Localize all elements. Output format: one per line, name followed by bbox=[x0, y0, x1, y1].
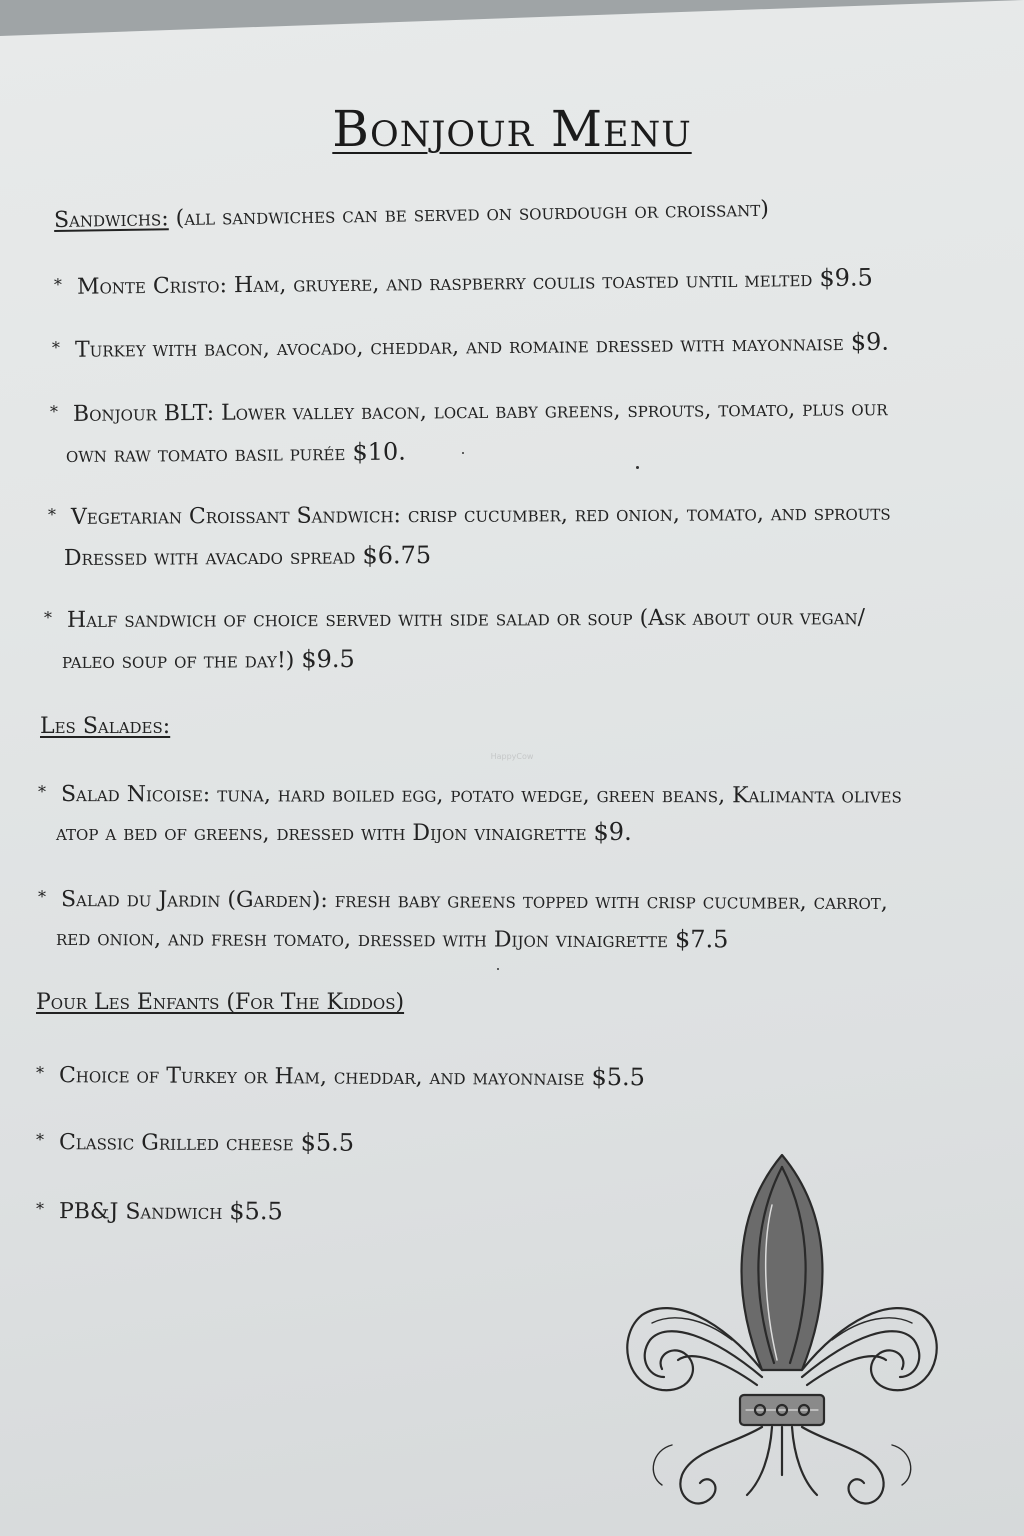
item-price: $10. bbox=[352, 437, 406, 467]
item-description: Dressed with avacado spread bbox=[63, 544, 356, 571]
bullet-star: * bbox=[37, 782, 47, 802]
item-description: PB&J Sandwich bbox=[58, 1199, 223, 1225]
menu-item-continuation bbox=[64, 541, 431, 571]
item-description: Vegetarian Croissant Sandwich: crisp cucumber, red onion, tomato, and sprouts bbox=[70, 500, 891, 530]
item-price: $9.5 bbox=[301, 644, 355, 674]
watermark: HappyCow bbox=[490, 752, 534, 761]
item-price: $6.75 bbox=[362, 541, 432, 570]
item-price: $9. bbox=[850, 327, 890, 357]
menu-title: Bonjour Menu bbox=[332, 100, 692, 158]
item-description: Salad Nicoise: tuna, hard boiled egg, potato wedge, green beans, Kalimanta olives bbox=[60, 782, 902, 809]
menu-item bbox=[38, 782, 902, 809]
item-description: atop a bed of greens, dressed with Dijon vinaigrette bbox=[56, 821, 587, 846]
item-description: Monte Cristo: Ham, gruyere, and raspberry coulis toasted until melted bbox=[76, 267, 813, 300]
bullet-star: * bbox=[37, 887, 47, 907]
menu-item bbox=[36, 1196, 283, 1225]
item-description: Half sandwich of choice served with side salad or soup (Ask about our vegan/ bbox=[66, 605, 866, 633]
item-price: $9.5 bbox=[819, 263, 873, 292]
section-pour-les-enfants bbox=[36, 990, 404, 1015]
bullet-star: * bbox=[51, 337, 61, 357]
item-description: Choice of Turkey or Ham, cheddar, and mayonnaise bbox=[58, 1063, 585, 1091]
section-heading: Les Salades: bbox=[40, 714, 171, 739]
paper-speck bbox=[636, 466, 639, 469]
bullet-star: * bbox=[35, 1130, 45, 1150]
item-description: Salad du Jardin (Garden): fresh baby greens topped with crisp cucumber, carrot, bbox=[60, 887, 888, 915]
menu-item-continuation bbox=[66, 438, 406, 468]
bullet-star: * bbox=[35, 1063, 45, 1083]
menu-item bbox=[36, 1060, 645, 1091]
item-description: Turkey with bacon, avocado, cheddar, and romaine dressed with mayonnaise bbox=[74, 331, 844, 363]
item-price: $7.5 bbox=[674, 925, 729, 954]
section-heading: Sandwichs: bbox=[53, 206, 169, 233]
item-description: paleo soup of the day!) bbox=[61, 648, 295, 674]
item-price: $5.5 bbox=[300, 1128, 355, 1157]
menu-item bbox=[38, 887, 888, 915]
item-description: own raw tomato basil purée bbox=[65, 441, 346, 468]
bullet-star: * bbox=[53, 274, 63, 294]
bullet-star: * bbox=[47, 504, 57, 524]
menu-item bbox=[48, 501, 891, 530]
section-heading: Pour Les Enfants (For The Kiddos) bbox=[36, 990, 405, 1015]
item-description: red onion, and fresh tomato, dressed with Dijon vinaigrette bbox=[55, 926, 669, 954]
menu-item bbox=[36, 1127, 354, 1157]
paper-speck bbox=[497, 968, 499, 970]
bullet-star: * bbox=[43, 607, 53, 627]
section-les-salades bbox=[40, 714, 170, 739]
item-description: Classic Grilled cheese bbox=[58, 1130, 294, 1157]
fleur-de-lis-icon bbox=[612, 1145, 952, 1535]
item-price: $9. bbox=[593, 818, 632, 846]
item-price: $5.5 bbox=[229, 1197, 283, 1226]
item-price: $5.5 bbox=[591, 1062, 646, 1092]
paper-speck bbox=[462, 452, 464, 454]
menu-item bbox=[44, 605, 865, 633]
menu-item-continuation bbox=[56, 818, 632, 846]
bullet-star: * bbox=[49, 401, 59, 421]
section-note: (all sandwiches can be served on sourdough or croissant) bbox=[175, 196, 770, 232]
item-description: Bonjour BLT: Lower valley bacon, local baby greens, sprouts, tomato, plus our bbox=[72, 396, 888, 427]
bullet-star: * bbox=[35, 1199, 45, 1219]
menu-item-continuation bbox=[62, 645, 355, 674]
menu-item-continuation bbox=[56, 923, 729, 953]
